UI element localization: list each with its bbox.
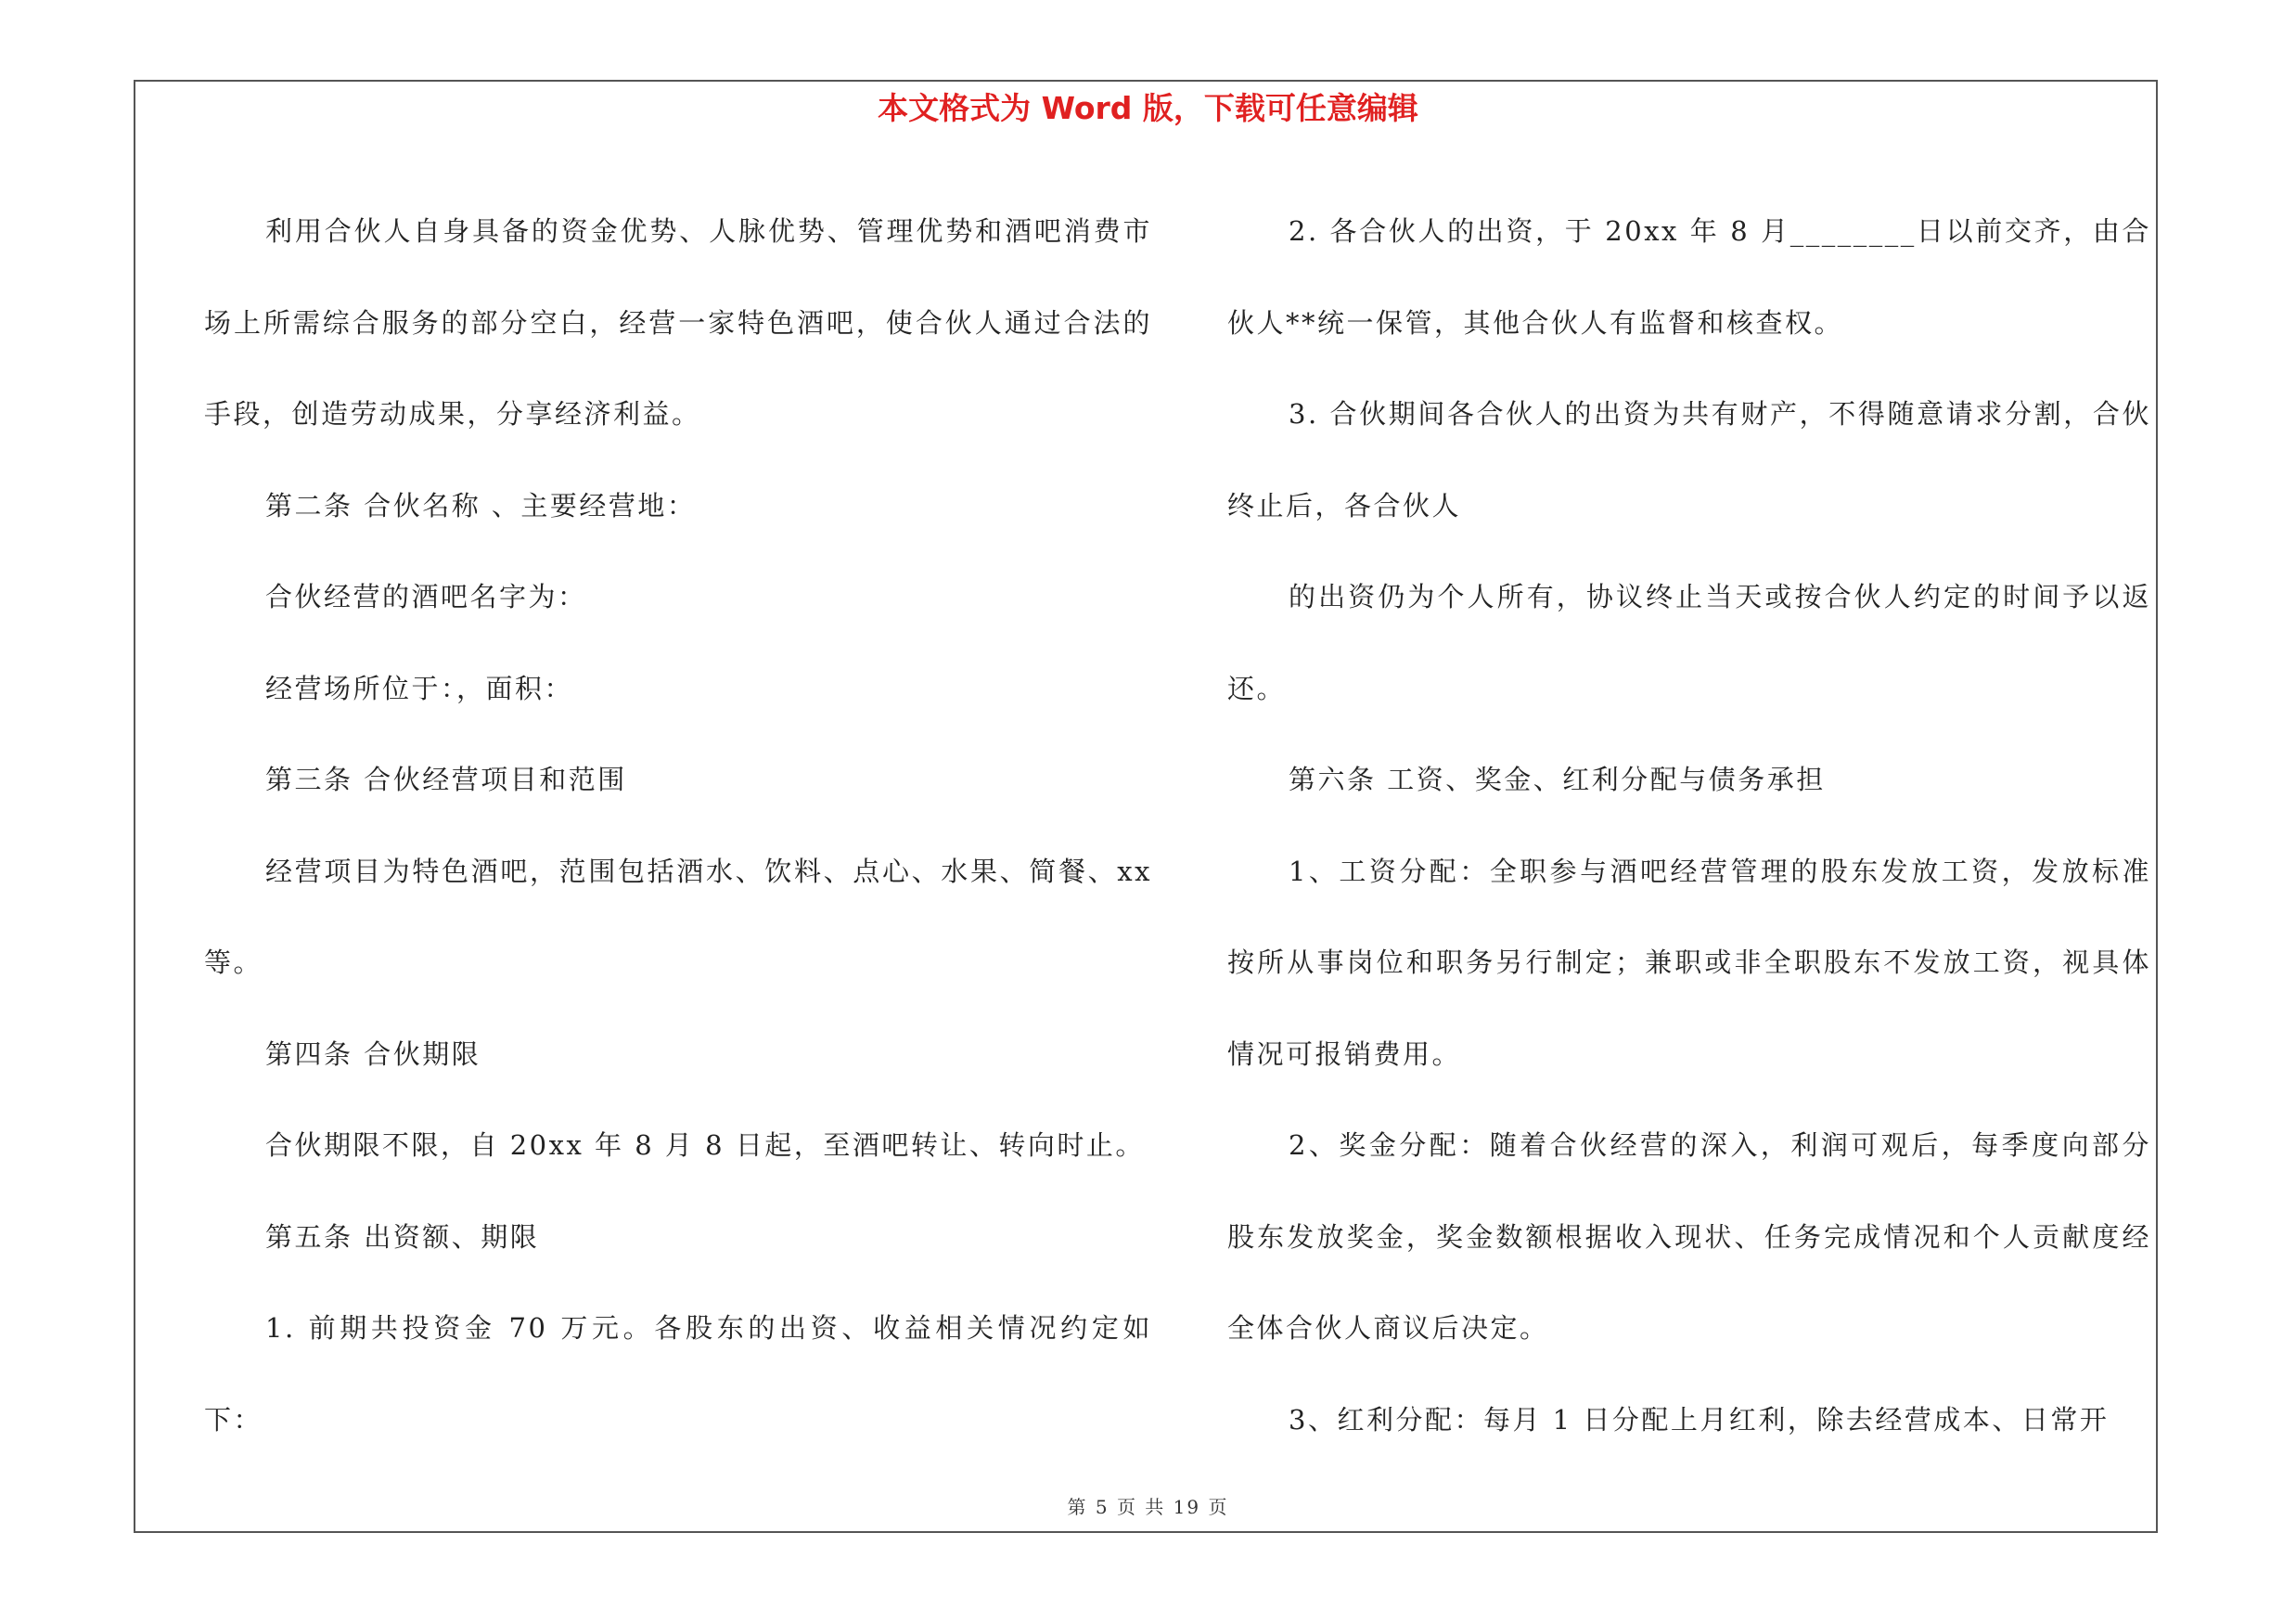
section-heading: 第二条 合伙名称 、主要经营地： [265, 489, 697, 522]
paragraph: 3. 合伙期间各合伙人的出资为共有财产，不得随意请求分割，合伙终止后，各合伙人 [1227, 398, 2151, 522]
paragraph: 2. 各合伙人的出资，于 20xx 年 8 月________日以前交齐，由合伙人**统一保管，其他合伙人有监督和核查权。 [1227, 215, 2151, 339]
section-heading: 第六条 工资、奖金、红利分配与债务承担 [1289, 764, 1826, 795]
paragraph: 1. 前期共投资金 70 万元。各股东的出资、收益相关情况约定如下： [204, 1312, 1152, 1436]
paragraph: 合伙期限不限，自 20xx 年 8 月 8 日起，至酒吧转让、转向时止。 [265, 1129, 1145, 1161]
paragraph: 经营场所位于：，面积： [265, 672, 574, 704]
left-column [204, 186, 1152, 1465]
paragraph: 2、奖金分配：随着合伙经营的深入，利润可观后，每季度向部分股东发放奖金，奖金数额根据收入现状、任务完成情况和个人贡献度经全体合伙人商议后决定。 [1227, 1129, 2151, 1344]
paragraph: 合伙经营的酒吧名字为： [265, 581, 587, 612]
page-number: 第 5 页 共 19 页 [1067, 1496, 1229, 1518]
section-heading: 第五条 出资额、期限 [265, 1220, 540, 1253]
section-heading: 第四条 合伙期限 [265, 1037, 481, 1070]
paragraph: 利用合伙人自身具备的资金优势、人脉优势、管理优势和酒吧消费市场上所需综合服务的部分空白，经营一家特色酒吧，使合伙人通过合法的手段，创造劳动成果，分享经济利益。 [204, 215, 1152, 430]
section-heading: 第三条 合伙经营项目和范围 [265, 764, 627, 795]
document-header: 本文格式为 Word 版，下载可任意编辑 [878, 90, 1418, 126]
paragraph: 的出资仍为个人所有，协议终止当天或按合伙人约定的时间予以返还。 [1227, 581, 2151, 704]
paragraph: 3、红利分配：每月 1 日分配上月红利，除去经营成本、日常开 [1289, 1403, 2110, 1436]
paragraph: 1、工资分配：全职参与酒吧经营管理的股东发放工资，发放标准按所从事岗位和职务另行制定；兼职或非全职股东不发放工资，视具体情况可报销费用。 [1227, 855, 2151, 1070]
paragraph: 经营项目为特色酒吧，范围包括酒水、饮料、点心、水果、简餐、xx 等。 [204, 855, 1152, 978]
right-column [1227, 186, 2151, 1465]
